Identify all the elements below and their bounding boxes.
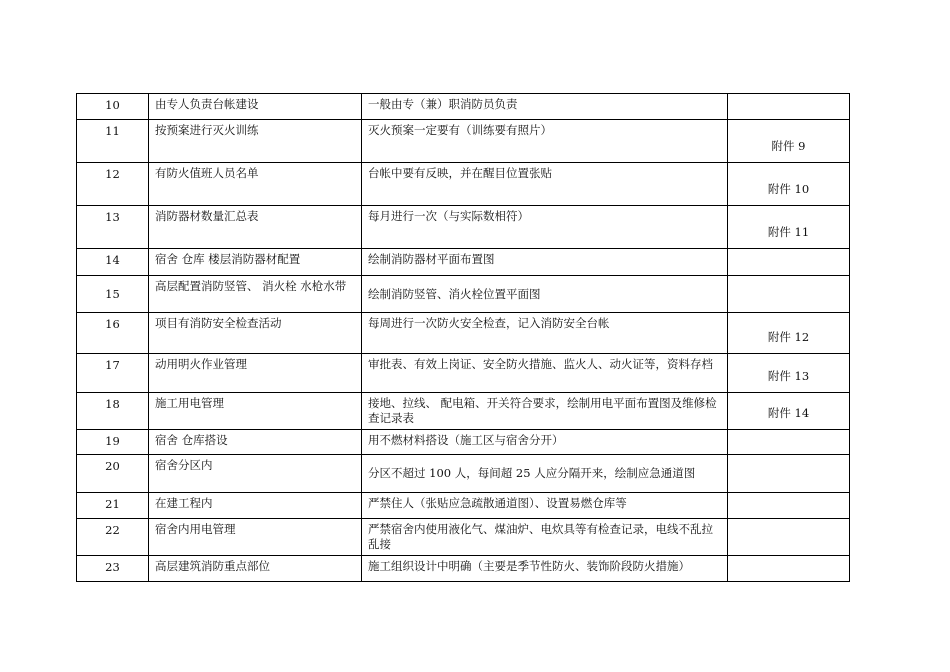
- row-item: 有防火值班人员名单: [149, 163, 362, 206]
- row-number: 19: [77, 430, 149, 455]
- row-attachment: 附件 12: [728, 313, 850, 354]
- row-attachment: 附件 9: [728, 120, 850, 163]
- table-row: [77, 94, 850, 120]
- table-row: [77, 556, 850, 582]
- row-number: 20: [77, 455, 149, 493]
- row-item: 高层建筑消防重点部位: [149, 556, 362, 582]
- table-row: [77, 276, 850, 313]
- row-item: 高层配置消防竖管、 消火栓 水枪水带: [149, 276, 362, 313]
- table-row: [77, 313, 850, 354]
- row-number: 17: [77, 354, 149, 393]
- table-row: [77, 120, 850, 163]
- table-row: [77, 430, 850, 455]
- row-requirement: 分区不超过 100 人，每间超 25 人应分隔开来，绘制应急通道图: [362, 455, 728, 493]
- table-row: [77, 455, 850, 493]
- row-number: 21: [77, 493, 149, 519]
- row-requirement: 严禁宿舍内使用液化气、煤油炉、电炊具等有检查记录，电线不乱拉乱接: [362, 519, 728, 556]
- row-attachment: [728, 94, 850, 120]
- row-requirement: 绘制消防器材平面布置图: [362, 249, 728, 276]
- row-number: 12: [77, 163, 149, 206]
- row-requirement: 用不燃材料搭设（施工区与宿舍分开）: [362, 430, 728, 455]
- row-number: 10: [77, 94, 149, 120]
- row-requirement: 每月进行一次（与实际数相符）: [362, 206, 728, 249]
- table-row: [77, 249, 850, 276]
- row-item: 在建工程内: [149, 493, 362, 519]
- row-attachment: [728, 519, 850, 556]
- row-requirement: 灭火预案一定要有（训练要有照片）: [362, 120, 728, 163]
- table-row: [77, 493, 850, 519]
- row-attachment: 附件 10: [728, 163, 850, 206]
- row-requirement: 一般由专（兼）职消防员负责: [362, 94, 728, 120]
- row-attachment: [728, 556, 850, 582]
- row-attachment: 附件 13: [728, 354, 850, 393]
- row-number: 18: [77, 393, 149, 430]
- row-item: 由专人负责台帐建设: [149, 94, 362, 120]
- row-attachment: [728, 430, 850, 455]
- row-attachment: [728, 455, 850, 493]
- table-row: [77, 393, 850, 430]
- row-item: 施工用电管理: [149, 393, 362, 430]
- row-number: 16: [77, 313, 149, 354]
- row-number: 11: [77, 120, 149, 163]
- row-item: 项目有消防安全检查活动: [149, 313, 362, 354]
- row-item: 宿舍 仓库 楼层消防器材配置: [149, 249, 362, 276]
- row-item: 消防器材数量汇总表: [149, 206, 362, 249]
- row-requirement: 绘制消防竖管、消火栓位置平面图: [362, 276, 728, 313]
- row-number: 15: [77, 276, 149, 313]
- row-item: 按预案进行灭火训练: [149, 120, 362, 163]
- table-row: [77, 354, 850, 393]
- row-attachment: [728, 249, 850, 276]
- row-item: 宿舍分区内: [149, 455, 362, 493]
- row-requirement: 施工组织设计中明确（主要是季节性防火、装饰阶段防火措施）: [362, 556, 728, 582]
- row-requirement: 审批表、有效上岗证、安全防火措施、监火人、动火证等，资料存档: [362, 354, 728, 393]
- row-number: 22: [77, 519, 149, 556]
- row-attachment: 附件 11: [728, 206, 850, 249]
- row-number: 23: [77, 556, 149, 582]
- table-row: [77, 519, 850, 556]
- row-attachment: [728, 493, 850, 519]
- row-item: 宿舍 仓库搭设: [149, 430, 362, 455]
- table-row: [77, 163, 850, 206]
- row-requirement: 台帐中要有反映，并在醒目位置张贴: [362, 163, 728, 206]
- row-attachment: 附件 14: [728, 393, 850, 430]
- row-requirement: 严禁住人（张贴应急疏散通道图）、设置易燃仓库等: [362, 493, 728, 519]
- row-attachment: [728, 276, 850, 313]
- row-requirement: 每周进行一次防火安全检查，记入消防安全台帐: [362, 313, 728, 354]
- fire-safety-checklist-table: [76, 93, 850, 582]
- table-row: [77, 206, 850, 249]
- row-number: 14: [77, 249, 149, 276]
- row-requirement: 接地、拉线、 配电箱、开关符合要求，绘制用电平面布置图及维修检查记录表: [362, 393, 728, 430]
- row-item: 宿舍内用电管理: [149, 519, 362, 556]
- row-item: 动用明火作业管理: [149, 354, 362, 393]
- row-number: 13: [77, 206, 149, 249]
